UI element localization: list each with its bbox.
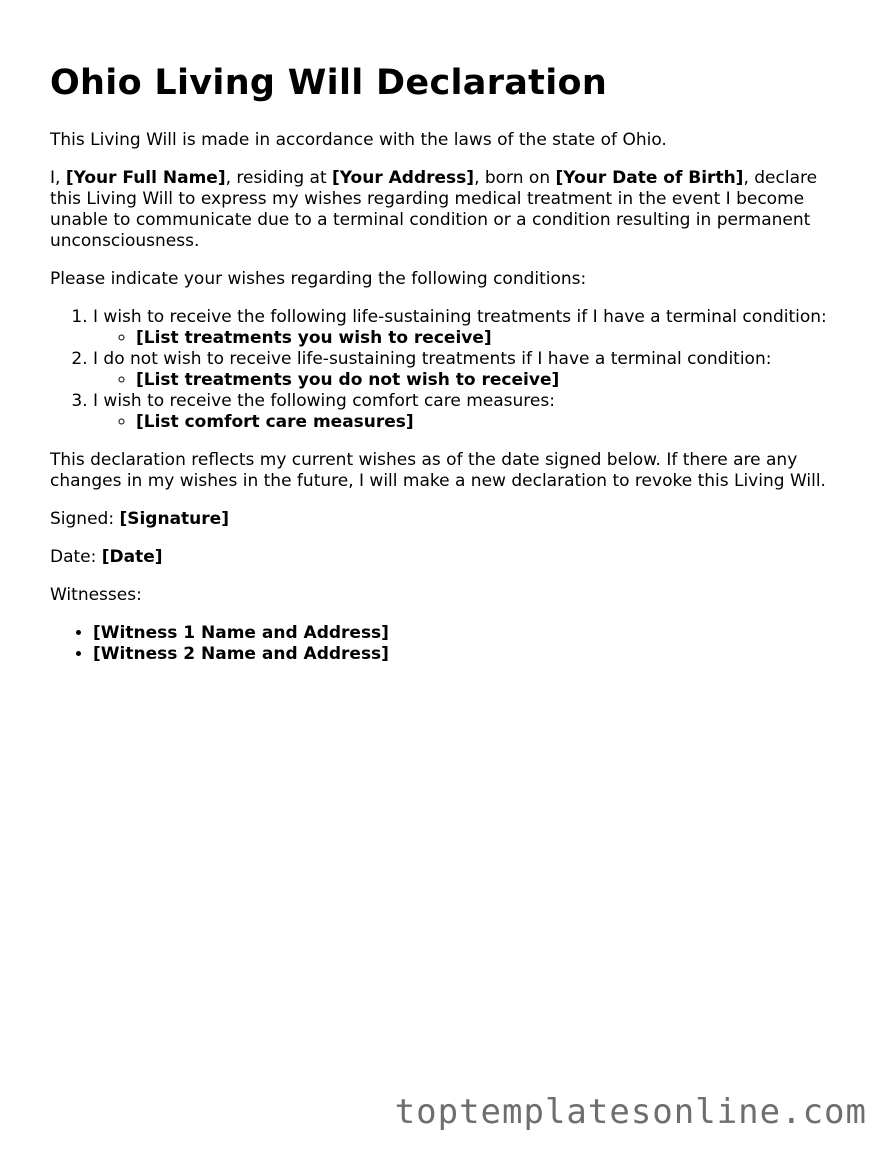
condition-text: I wish to receive the following comfort care measures: bbox=[93, 391, 555, 411]
document-title: Ohio Living Will Declaration bbox=[50, 63, 608, 103]
witnesses-list bbox=[50, 623, 850, 665]
wishes-prompt: Please indicate your wishes regarding the following conditions: bbox=[50, 269, 587, 289]
date-of-birth-placeholder: [Your Date of Birth] bbox=[555, 168, 744, 188]
full-name-placeholder: [Your Full Name] bbox=[65, 168, 226, 188]
condition-item bbox=[93, 391, 850, 433]
witness-placeholder: [Witness 1 Name and Address] bbox=[93, 623, 389, 643]
site-watermark: toptemplatesonline.com bbox=[394, 1092, 867, 1132]
document-page bbox=[50, 60, 850, 665]
signed-line bbox=[50, 509, 850, 530]
condition-sublist bbox=[93, 412, 850, 433]
condition-sublist bbox=[93, 370, 850, 391]
declaration-text-3: , born on bbox=[474, 168, 556, 188]
declaration-text-1: I, bbox=[50, 168, 66, 188]
witness-item bbox=[93, 644, 850, 665]
declaration-paragraph bbox=[50, 168, 850, 252]
witness-item bbox=[93, 623, 850, 644]
signature-placeholder: [Signature] bbox=[119, 509, 229, 529]
address-placeholder: [Your Address] bbox=[332, 168, 475, 188]
condition-item bbox=[93, 307, 850, 349]
date-label: Date: bbox=[50, 547, 102, 567]
condition-placeholder: [List treatments you do not wish to receive] bbox=[136, 370, 560, 390]
intro-paragraph: This Living Will is made in accordance with the laws of the state of Ohio. bbox=[50, 130, 667, 150]
condition-text: I do not wish to receive life-sustaining treatments if I have a terminal condition: bbox=[93, 349, 772, 369]
conditions-list bbox=[50, 307, 850, 433]
condition-placeholder: [List comfort care measures] bbox=[136, 412, 414, 432]
condition-placeholder: [List treatments you wish to receive] bbox=[136, 328, 492, 348]
condition-item bbox=[93, 349, 850, 391]
declaration-text-4: , declare this Living Will to express my wishes regarding medical treatment in the event I become unable to communicate due to a terminal condition or a condition resulting in permanent unconsciousness. bbox=[50, 168, 818, 251]
condition-placeholder-item bbox=[136, 412, 850, 433]
condition-placeholder-item bbox=[136, 370, 850, 391]
witnesses-label: Witnesses: bbox=[50, 585, 142, 605]
signed-label: Signed: bbox=[50, 509, 120, 529]
witness-placeholder: [Witness 2 Name and Address] bbox=[93, 644, 389, 664]
condition-placeholder-item bbox=[136, 328, 850, 349]
date-line bbox=[50, 547, 850, 568]
condition-sublist bbox=[93, 328, 850, 349]
declaration-text-2: , residing at bbox=[225, 168, 333, 188]
closing-paragraph: This declaration reflects my current wishes as of the date signed below. If there are any changes in my wishes in the future, I will make a new declaration to revoke this Living Will. bbox=[50, 450, 826, 491]
date-placeholder: [Date] bbox=[101, 547, 163, 567]
condition-text: I wish to receive the following life-sustaining treatments if I have a terminal condition: bbox=[93, 307, 827, 327]
